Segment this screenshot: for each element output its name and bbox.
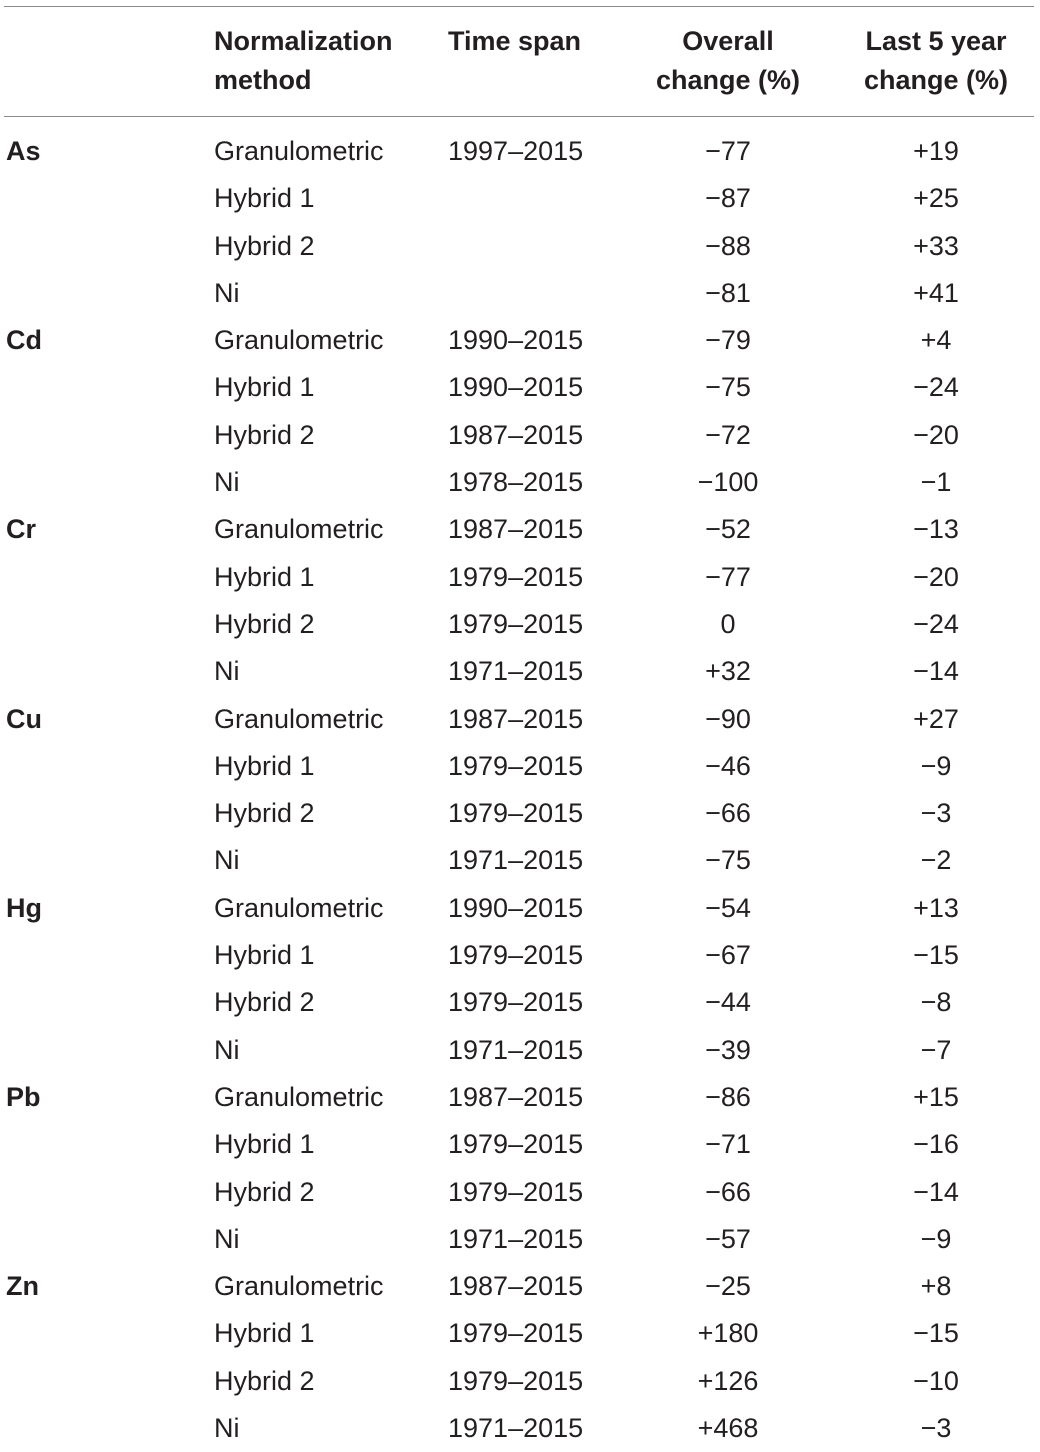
table-row [0,696,1036,743]
cell-overall-change: −57 [705,1223,751,1254]
cell-overall-change: −54 [705,892,751,923]
cell-time-span: 1979–2015 [448,940,584,971]
cell-last5-change: +33 [913,230,959,261]
table-row [0,885,1036,932]
table-top-rule [4,6,1034,7]
cell-overall-change: −77 [705,136,751,166]
cell-last5-change: −14 [913,1176,959,1207]
cell-last5-change: −16 [913,1129,959,1160]
cell-overall-change: +32 [705,656,751,687]
cell-normalization-method: Hybrid 2 [214,798,315,829]
cell-last5-change: −24 [913,372,959,403]
cell-overall-change: −81 [705,277,751,308]
cell-overall-change: −75 [705,372,751,403]
cell-last5-change: +8 [920,1271,952,1302]
cell-element: Pb [6,1081,41,1112]
cell-normalization-method: Hybrid 2 [214,1365,315,1396]
cell-last5-change: −9 [920,1223,952,1254]
cell-time-span: 1979–2015 [448,608,584,639]
cell-normalization-method: Hybrid 1 [214,372,315,403]
cell-overall-change: −46 [705,750,751,781]
table-row [0,979,1036,1026]
cell-last5-change: −3 [920,1413,952,1444]
cell-overall-change: −88 [705,230,751,261]
cell-element: Cu [6,703,42,734]
cell-overall-change: −87 [705,183,751,214]
cell-last5-change: +19 [913,136,959,166]
cell-overall-change: 0 [720,608,736,639]
table-row [0,837,1036,884]
cell-normalization-method: Hybrid 2 [214,987,315,1018]
cell-normalization-method: Ni [214,656,240,687]
cell-time-span: 1979–2015 [448,1365,584,1396]
cell-time-span: 1990–2015 [448,325,584,356]
cell-time-span: 1971–2015 [448,1034,584,1065]
cell-overall-change: −86 [705,1081,751,1112]
table-row [0,1121,1036,1168]
cell-time-span: 1971–2015 [448,845,584,876]
cell-overall-change: −100 [697,467,759,498]
cell-last5-change: −20 [913,561,959,592]
cell-time-span: 1979–2015 [448,1129,584,1160]
cell-overall-change: +126 [697,1365,759,1396]
cell-overall-change: −90 [705,703,751,734]
table-row [0,175,1036,222]
cell-last5-change: −13 [913,514,959,545]
cell-time-span: 1987–2015 [448,1271,584,1302]
cell-time-span: 1971–2015 [448,1413,584,1444]
header-overall-line2: change (%) [655,65,801,95]
cell-normalization-method: Ni [214,845,240,876]
table-row [0,459,1036,506]
cell-element: Cd [6,325,42,356]
cell-overall-change: +468 [697,1413,759,1444]
cell-overall-change: −25 [705,1271,751,1302]
cell-normalization-method: Hybrid 2 [214,419,315,450]
cell-overall-change: +180 [697,1318,759,1349]
table-row [0,1358,1036,1405]
cell-time-span: 1987–2015 [448,419,584,450]
cell-overall-change: −75 [705,845,751,876]
cell-time-span: 1979–2015 [448,798,584,829]
cell-normalization-method: Hybrid 1 [214,750,315,781]
cell-last5-change: −3 [920,798,952,829]
cell-last5-change: −2 [920,845,952,876]
header-span-label: Time span [448,26,582,56]
table-row [0,1405,1036,1452]
cell-normalization-method: Hybrid 2 [214,608,315,639]
cell-time-span: 1979–2015 [448,987,584,1018]
cell-normalization-method: Granulometric [214,136,384,166]
cell-time-span: 1979–2015 [448,750,584,781]
cell-normalization-method: Hybrid 1 [214,561,315,592]
header-last-line2: change (%) [863,65,1009,95]
cell-last5-change: +41 [913,277,959,308]
cell-element: Zn [6,1271,39,1302]
cell-normalization-method: Hybrid 1 [214,183,315,214]
cell-normalization-method: Granulometric [214,514,384,545]
cell-overall-change: −44 [705,987,751,1018]
table-row [0,270,1036,317]
cell-normalization-method: Granulometric [214,892,384,923]
cell-overall-change: −66 [705,798,751,829]
cell-last5-change: +15 [913,1081,959,1112]
cell-element: Hg [6,892,42,923]
cell-overall-change: −77 [705,561,751,592]
table-row [0,648,1036,695]
header-time-span [448,22,628,106]
cell-normalization-method: Hybrid 1 [214,1129,315,1160]
table-row [0,317,1036,364]
cell-last5-change: −15 [913,940,959,971]
cell-overall-change: −79 [705,325,751,356]
table-row [0,506,1036,553]
table-row [0,743,1036,790]
cell-normalization-method: Hybrid 2 [214,1176,315,1207]
cell-time-span: 1990–2015 [448,372,584,403]
table-row [0,932,1036,979]
cell-normalization-method: Ni [214,277,240,308]
cell-normalization-method: Granulometric [214,703,384,734]
header-method-line2: method [214,65,312,95]
cell-last5-change: +13 [913,892,959,923]
cell-last5-change: −9 [920,750,952,781]
table-row [0,601,1036,648]
table-row [0,364,1036,411]
cell-time-span: 1979–2015 [448,1318,584,1349]
cell-last5-change: −10 [913,1365,959,1396]
table-row [0,554,1036,601]
table-row [0,223,1036,270]
cell-time-span: 1978–2015 [448,467,584,498]
cell-time-span: 1979–2015 [448,561,584,592]
cell-normalization-method: Granulometric [214,1081,384,1112]
table-row [0,790,1036,837]
cell-last5-change: −15 [913,1318,959,1349]
table-body [0,128,1036,1452]
table-row [0,1169,1036,1216]
header-last-line1: Last 5 year [865,26,1007,56]
cell-last5-change: −14 [913,656,959,687]
cell-last5-change: −24 [913,608,959,639]
cell-overall-change: −72 [705,419,751,450]
cell-normalization-method: Hybrid 1 [214,1318,315,1349]
cell-normalization-method: Ni [214,1223,240,1254]
cell-normalization-method: Ni [214,1034,240,1065]
cell-last5-change: −20 [913,419,959,450]
cell-time-span: 1979–2015 [448,1176,584,1207]
cell-time-span: 1987–2015 [448,703,584,734]
header-normalization-method [214,22,434,106]
cell-time-span: 1971–2015 [448,1223,584,1254]
cell-normalization-method: Ni [214,467,240,498]
cell-time-span: 1990–2015 [448,892,584,923]
cell-last5-change: −7 [920,1034,952,1065]
header-bottom-rule [4,116,1034,117]
cell-overall-change: −52 [705,514,751,545]
cell-time-span: 1987–2015 [448,514,584,545]
header-overall-line1: Overall [682,26,774,56]
header-method-line1: Normalization [214,26,393,56]
table-row [0,1216,1036,1263]
cell-last5-change: +4 [920,325,952,356]
cell-element: As [6,136,41,166]
cell-overall-change: −66 [705,1176,751,1207]
header-last5-change [836,22,1036,106]
table-row [0,1263,1036,1310]
cell-normalization-method: Granulometric [214,1271,384,1302]
cell-last5-change: −8 [920,987,952,1018]
cell-last5-change: −1 [920,467,952,498]
cell-time-span: 1997–2015 [448,136,584,166]
table-row [0,1027,1036,1074]
table-row [0,1310,1036,1357]
table-row [0,1074,1036,1121]
table-row [0,128,1036,175]
cell-time-span: 1971–2015 [448,656,584,687]
cell-normalization-method: Hybrid 2 [214,230,315,261]
cell-normalization-method: Hybrid 1 [214,940,315,971]
header-overall-change [628,22,828,106]
cell-overall-change: −67 [705,940,751,971]
cell-element: Cr [6,514,37,545]
cell-last5-change: +25 [913,183,959,214]
cell-time-span: 1987–2015 [448,1081,584,1112]
cell-last5-change: +27 [913,703,959,734]
table-row [0,412,1036,459]
cell-overall-change: −71 [705,1129,751,1160]
cell-overall-change: −39 [705,1034,751,1065]
cell-normalization-method: Granulometric [214,325,384,356]
cell-normalization-method: Ni [214,1413,240,1444]
